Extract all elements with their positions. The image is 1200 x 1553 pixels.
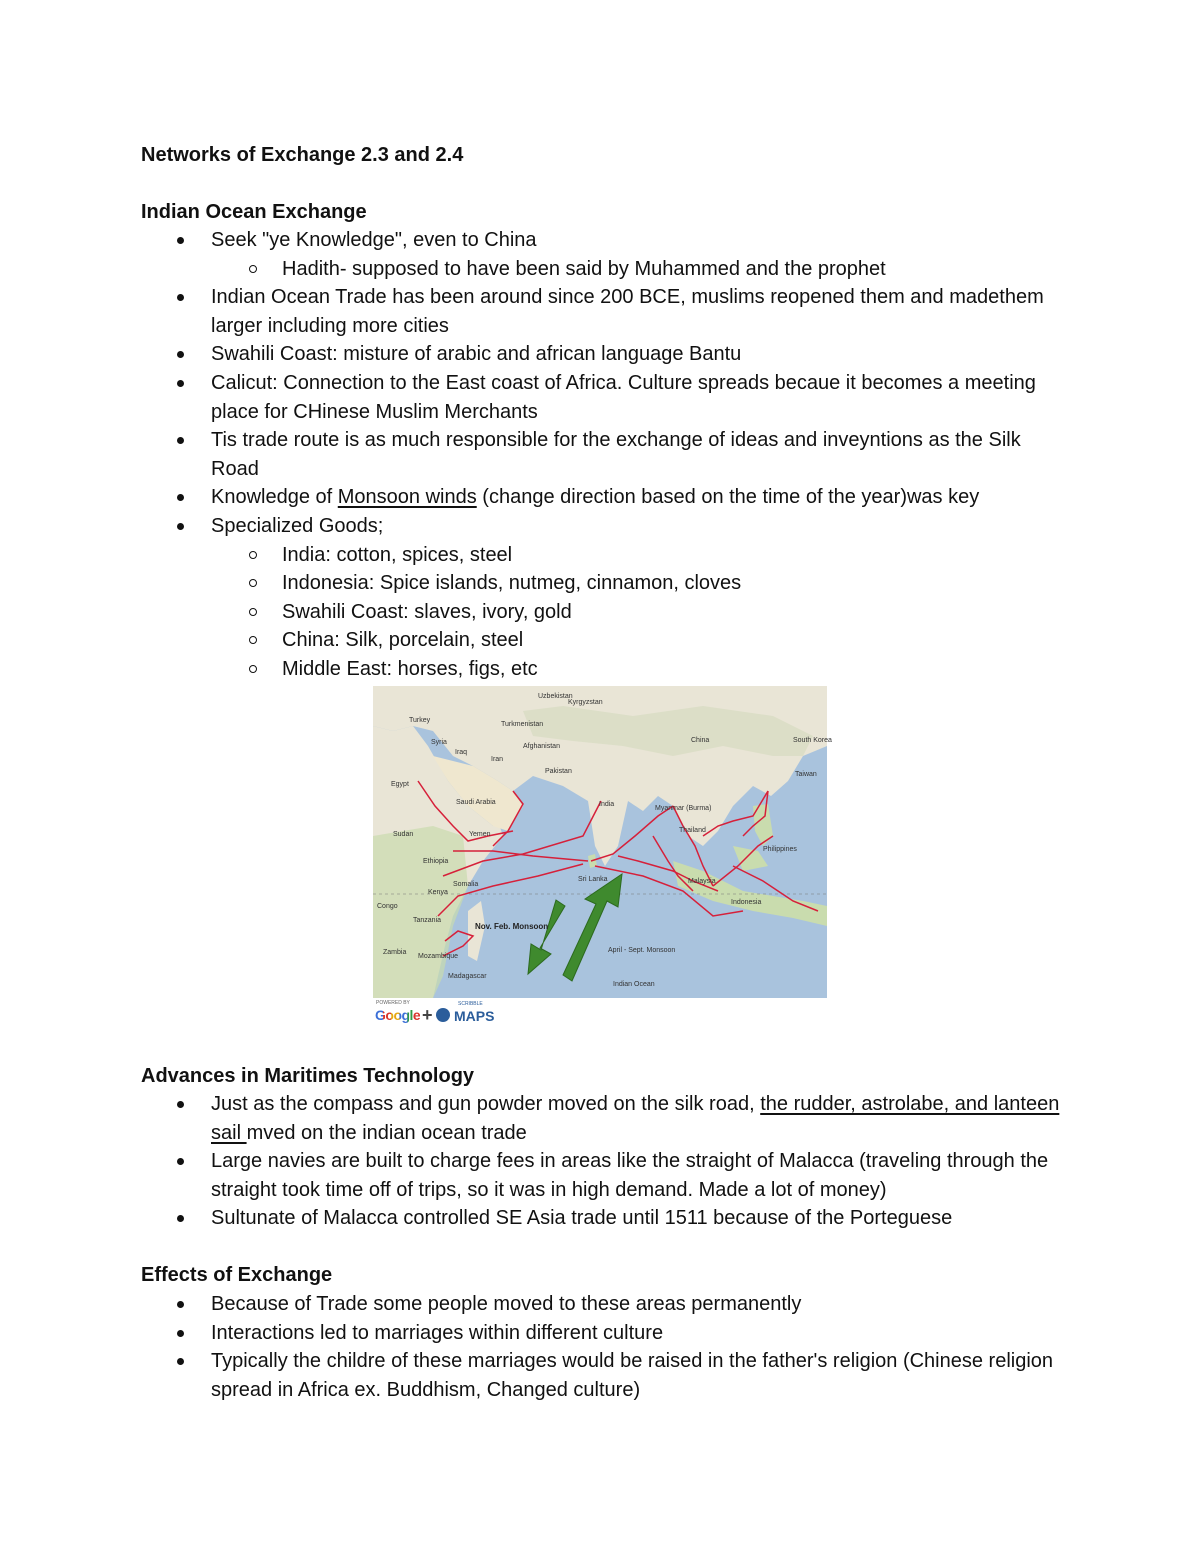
map-monsoon-label: Nov. Feb. Monsoon (475, 922, 549, 931)
list-item: Specialized Goods; (0, 512, 1071, 541)
map-label: South Korea (793, 737, 832, 744)
monsoon-winds-underlined: Monsoon winds (337, 486, 477, 509)
map-label: Yemen (469, 831, 491, 838)
bullet-icon (177, 1101, 184, 1108)
bullet-icon (177, 437, 184, 444)
map-label: Congo (377, 903, 398, 910)
map-label: Kenya (428, 889, 448, 896)
sub-list-item: Swahili Coast: slaves, ivory, gold (0, 598, 1082, 627)
maritime-list (0, 1090, 1200, 1233)
list-item: Just as the compass and gun powder moved on the silk road, the rudder, astrolabe, and lanteen sail mved on the indian ocean trade (0, 1090, 1071, 1147)
globe-icon (436, 1008, 450, 1022)
map-label: Syria (431, 739, 447, 746)
map-label: Iran (491, 756, 504, 763)
map-label: Afghanistan (523, 743, 560, 750)
map-label: Thailand (679, 827, 706, 834)
list-item: Indian Ocean Trade has been around since 200 BCE, muslims reopened them and madethem larger including more cities (0, 283, 1071, 340)
list-item: Knowledge of Monsoon winds (change direction based on the time of the year)was key (0, 483, 1071, 512)
map-label: India (599, 801, 615, 808)
map-label: Turkey (409, 717, 431, 724)
map-label: China (691, 737, 710, 744)
map-label: Kyrgyzstan (568, 699, 603, 706)
map-label: Malaysia (688, 878, 716, 885)
list-item: Calicut: Connection to the East coast of Africa. Culture spreads becaue it becomes a meeting place for CHinese Muslim Merchants (0, 369, 1071, 426)
section-heading-indian-ocean: Indian Ocean Exchange (141, 201, 367, 223)
map-label: Zambia (383, 949, 407, 956)
map-monsoon-label: April - Sept. Monsoon (608, 947, 676, 954)
sub-list-item: Hadith- supposed to have been said by Muhammed and the prophet (0, 255, 1082, 284)
map-label: Pakistan (545, 768, 572, 775)
bullet-icon (177, 1358, 184, 1365)
plus-icon: + (422, 1005, 433, 1025)
sub-bullet-icon (249, 608, 257, 616)
bullet-icon (177, 294, 184, 301)
bullet-icon (177, 1330, 184, 1337)
maps-logo-text: MAPS (454, 1008, 495, 1024)
sub-bullet-icon (249, 551, 257, 559)
map-svg (373, 686, 832, 998)
map-label: Turkmenistan (501, 721, 544, 728)
bullet-icon (177, 523, 184, 530)
map-label: Indonesia (731, 899, 762, 906)
sub-list-item: Indonesia: Spice islands, nutmeg, cinnamon, cloves (0, 569, 1082, 598)
bullet-icon (177, 1215, 184, 1222)
sub-list-item: Middle East: horses, figs, etc (0, 655, 1082, 684)
map-label: Tanzania (413, 917, 442, 924)
map-label: Uzbekistan (538, 693, 573, 700)
list-item: Tis trade route is as much responsible for the exchange of ideas and inveуntions as the Silk Road (0, 426, 1071, 483)
rudder-astrolabe-underlined: the rudder, astrolabe, and lanteen sail (211, 1093, 1060, 1144)
bullet-icon (177, 494, 184, 501)
map-label: Sri Lanka (578, 876, 608, 883)
effects-list (0, 1290, 1200, 1404)
bullet-icon (177, 351, 184, 358)
sub-bullet-icon (249, 636, 257, 644)
map-label: Myanmar (Burma) (655, 805, 712, 812)
sub-list-item: China: Silk, porcelain, steel (0, 626, 1082, 655)
map-label: Madagascar (448, 973, 487, 980)
list-item: Typically the childre of these marriages would be raised in the father's religion (Chinese religion spread in Africa ex. Buddhism, Changed culture) (0, 1347, 1071, 1404)
list-item: Large navies are built to charge fees in areas like the straight of Malacca (traveling through the straight took time off of trips, so it was in high demand. Made a lot of money) (0, 1147, 1071, 1204)
sub-bullet-icon (249, 265, 257, 273)
map-label: Ethiopia (423, 858, 449, 865)
sub-list-item: India: cotton, spices, steel (0, 541, 1082, 570)
sub-bullet-icon (249, 665, 257, 673)
map-label: Iraq (455, 749, 468, 756)
bullet-icon (177, 1158, 184, 1165)
bullet-icon (177, 380, 184, 387)
list-item: Sultunate of Malacca controlled SE Asia trade until 1511 because of the Porteguese (0, 1204, 1071, 1233)
scribble-text: SCRIBBLE (458, 1001, 483, 1007)
bullet-icon (177, 237, 184, 244)
indian-ocean-list (0, 226, 1200, 684)
powered-by-text: POWERED BY (376, 1000, 410, 1006)
map-label: Indian Ocean (613, 981, 655, 988)
map-label: Egypt (391, 781, 409, 788)
list-item: Swahili Coast: misture of arabic and african language Bantu (0, 340, 1071, 369)
map-label: Saudi Arabia (456, 799, 496, 806)
bullet-icon (177, 1301, 184, 1308)
section-heading-maritime: Advances in Maritimes Technology (141, 1065, 475, 1087)
indian-ocean-trade-map (373, 686, 832, 998)
section-heading-effects: Effects of Exchange (141, 1264, 333, 1286)
map-label: Philippines (763, 846, 797, 853)
map-label: Taiwan (795, 771, 817, 778)
map-label: Somalia (453, 881, 479, 888)
map-label: Sudan (393, 831, 414, 838)
list-item: Interactions led to marriages within different culture (0, 1319, 1071, 1348)
map-label: Mozambique (418, 953, 459, 960)
list-item: Seek "ye Knowledge", even to China (0, 226, 1071, 255)
sub-bullet-icon (249, 579, 257, 587)
map-attribution-logo (374, 1000, 504, 1026)
list-item: Because of Trade some people moved to these areas permanently (0, 1290, 1071, 1319)
google-logo: Google (375, 1007, 421, 1023)
page-title: Networks of Exchange 2.3 and 2.4 (141, 144, 464, 166)
